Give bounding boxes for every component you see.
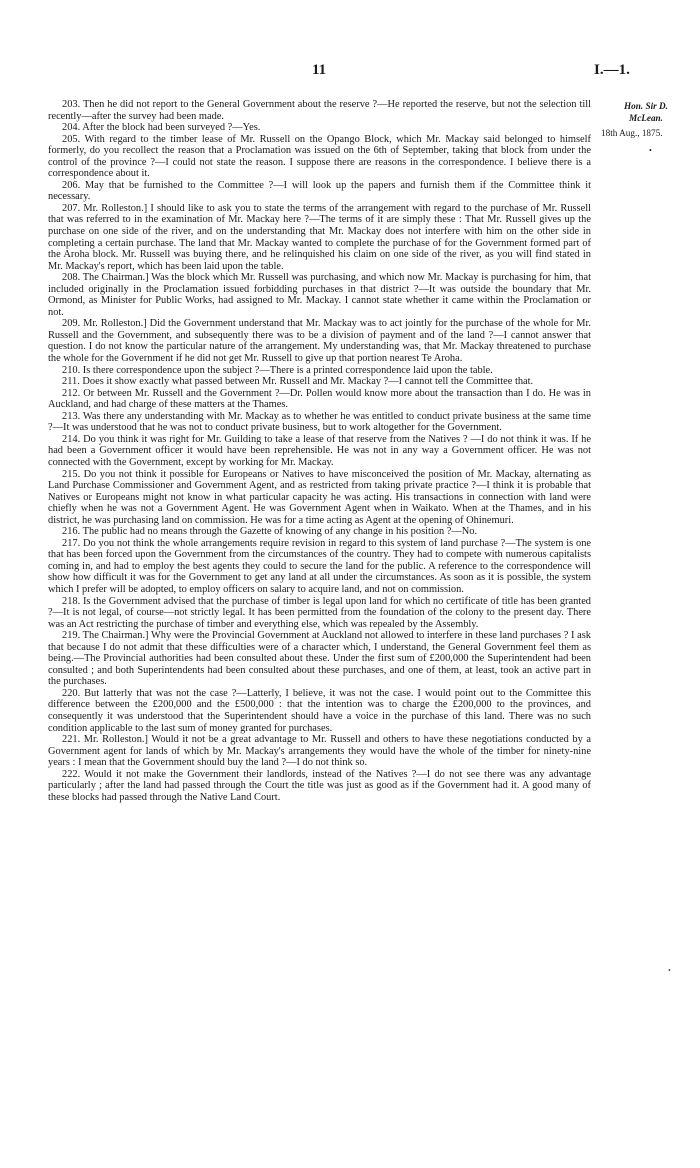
paragraph-209: 209. Mr. Rolleston.] Did the Government understand that Mr. Mackay was to act jointly for the purchase of the whole for Mr. Russell and the Government, and subsequently there was to be a division of payment and of the land ?—I cannot answer that question. I do not know the particular nature of the arrangement. My understanding was, that Mr. Mackay threatened to purchase the whole for the Government if he did not get Mr. Russell to give up that portion nearest Te Aroha.	[48, 318, 591, 365]
paragraph-219: 219. The Chairman.] Why were the Provincial Government at Auckland not allowed to interfere in these land purchases ? I ask that because I do not admit that these difficulties were of a character which, I understand, the General Government feel them as being.—The Provincial authorities had been consulted about these. Under the first sum of £200,000 the Superintendent had been consulted ; and both Superintendents had been consulted about these purchases, and one of them, at least, took an active part in the purchases.	[48, 630, 591, 688]
paragraph-212: 212. Or between Mr. Russell and the Government ?—Dr. Pollen would know more about the transaction than I do. He was in Auckland, and had charge of these matters at the Thames.	[48, 387, 591, 411]
testimony-body	[48, 99, 591, 803]
paragraph-210: 210. Is there correspondence upon the subject ?—There is a printed correspondence laid upon the table.	[62, 364, 493, 376]
paragraph-217: 217. Do you not think the whole arrangements require revision in regard to this system of land purchase ?—The system is one that has been forced upon the Government from the circumstances of the country. They had to compete with numerous capitalists coming in, and had to employ the best agents they could to secure the land for the public. A reference to the correspondence will show how difficult it was for the Government to get any land at all under the circumstances. As soon as it is possible, the system which I prefer will be adopted, to employ officers on salary to acquire land, and not on commission.	[48, 537, 591, 595]
speaker-name	[601, 101, 691, 124]
margin-note	[601, 101, 691, 155]
margin-date: 18th Aug., 1875.	[601, 128, 663, 139]
stray-mark: •	[668, 966, 671, 975]
paragraph-216: 216. The public had no means through the Gazette of knowing of any change in his position ?—No.	[62, 526, 478, 538]
paragraph-214: 214. Do you think it was right for Mr. Guilding to take a lease of that reserve from the Natives ? —I do not think it was. If he had been a Government officer it would have been reprehensible. He was not in any way a Government officer. He was not connected with the Government, except by working for Mr. Mackay.	[48, 433, 591, 468]
paragraph-206: 206. May that be furnished to the Committee ?—I will look up the papers and furnish them if the Committee think it necessary.	[48, 179, 591, 203]
page-number: 11	[312, 62, 327, 78]
paragraph-222: 222. Would it not make the Government their landlords, instead of the Natives ?—I do not see there was any advantage particularly ; after the land had passed through the Court the title was just as good as if the Government had it. A good many of these blocks had passed through the Native Land Court.	[48, 768, 591, 803]
speaker-name-line1: Hon. Sir D.	[624, 101, 668, 111]
paragraph-203: 203. Then he did not report to the General Government about the reserve ?—He reported the reserve, but not the selection till recently—after the survey had been made.	[48, 99, 591, 122]
speaker-name-line2: McLean.	[629, 112, 663, 123]
paragraph-211: 211. Does it show exactly what passed between Mr. Russell and Mr. Mackay ?—I cannot tell the Committee that.	[62, 376, 534, 388]
paragraph-204: 204. After the block had been surveyed ?—Yes.	[62, 122, 261, 134]
paragraph-220: 220. But latterly that was not the case ?—Latterly, I believe, it was not the case. I would point out to the Committee this difference between the £200,000 and the £500,000 : that the intention was to charge the £200,000 to the provinces, and consequently it was understood that the Superintendent should have a voice in the purchase of this land. There was no such condition applicable to the last sum of money granted for purchases.	[48, 687, 591, 734]
paragraph-208: 208. The Chairman.] Was the block which Mr. Russell was purchasing, and which now Mr. Mackay is purchasing for him, that included originally in the Proclamation issued forbidding purchases in that district ?—It was outside the boundary that Mr. Ormond, as Minister for Public Works, had assigned to Mr. Mackay. I cannot state whether it came within the Proclamation or not.	[48, 272, 591, 318]
margin-mark: •	[649, 146, 652, 155]
paragraph-215: 215. Do you not think it possible for Europeans or Natives to have misconceived the position of Mr. Mackay, alternating as Land Purchase Commissioner and Government Agent, and as restricted from taking private practice ?—I think it is probable that Natives or Europeans might not know in what particular capacity he was acting. His transactions in connection with land were chiefly when he was not a Government Agent. He was Government Agent when in Waikato. When at the Thames, and in his district, he was purchasing land on commission. He was for a time acting as Agent at the opening of Ohinemuri.	[48, 468, 591, 526]
paragraph-207: 207. Mr. Rolleston.] I should like to ask you to state the terms of the arrangement with regard to the purchase of Mr. Russell that was referred to in the examination of Mr. Mackay here ?—The terms of it are simply these : That Mr. Russell gives up the purchase on one side of the river, and on the understanding that Mr. Mackay does not interfere with him on the other side in completing a certain purchase. The land that Mr. Mackay wanted to complete the purchase of for the Government formed part of the Aroha block. Mr. Russell was buying there, and he relinquished his claim on one side of the river, as you will find stated in Mr. Mackay's report, which has been laid upon the table.	[48, 202, 591, 272]
paragraph-213: 213. Was there any understanding with Mr. Mackay as to whether he was entitled to conduct private business at the same time ?—It was understood that he was not to conduct private business, but to work altogether for the Government.	[48, 410, 591, 434]
document-reference: I.—1.	[594, 62, 630, 78]
paragraph-205: 205. With regard to the timber lease of Mr. Russell on the Opango Block, which Mr. Mackay said belonged to himself formerly, do you recollect the reason that a Proclamation was issued on the 6th of September, taking that block from under the control of the province ?—I could not state the reason. I suppose there are reasons in the correspondence. I believe there is a correspondence about it.	[48, 133, 591, 180]
paragraph-218: 218. Is the Government advised that the purchase of timber is legal upon land for which no certificate of title has been granted ?—It is not legal, of course—not strictly legal. It has been permitted from the foundation of the colony to the present day. There was an Act restricting the purchase of timber and everything else, which was repealed by the Assembly.	[48, 595, 591, 630]
paragraph-221: 221. Mr. Rolleston.] Would it not be a great advantage to Mr. Russell and others to have these negotiations conducted by a Government agent for lands of which by Mr. Mackay's arrangements they would have the whole of the timber for ninety-nine years : I mean that the Government should buy the land ?—I do not think so.	[48, 734, 591, 769]
page-header	[0, 62, 700, 82]
